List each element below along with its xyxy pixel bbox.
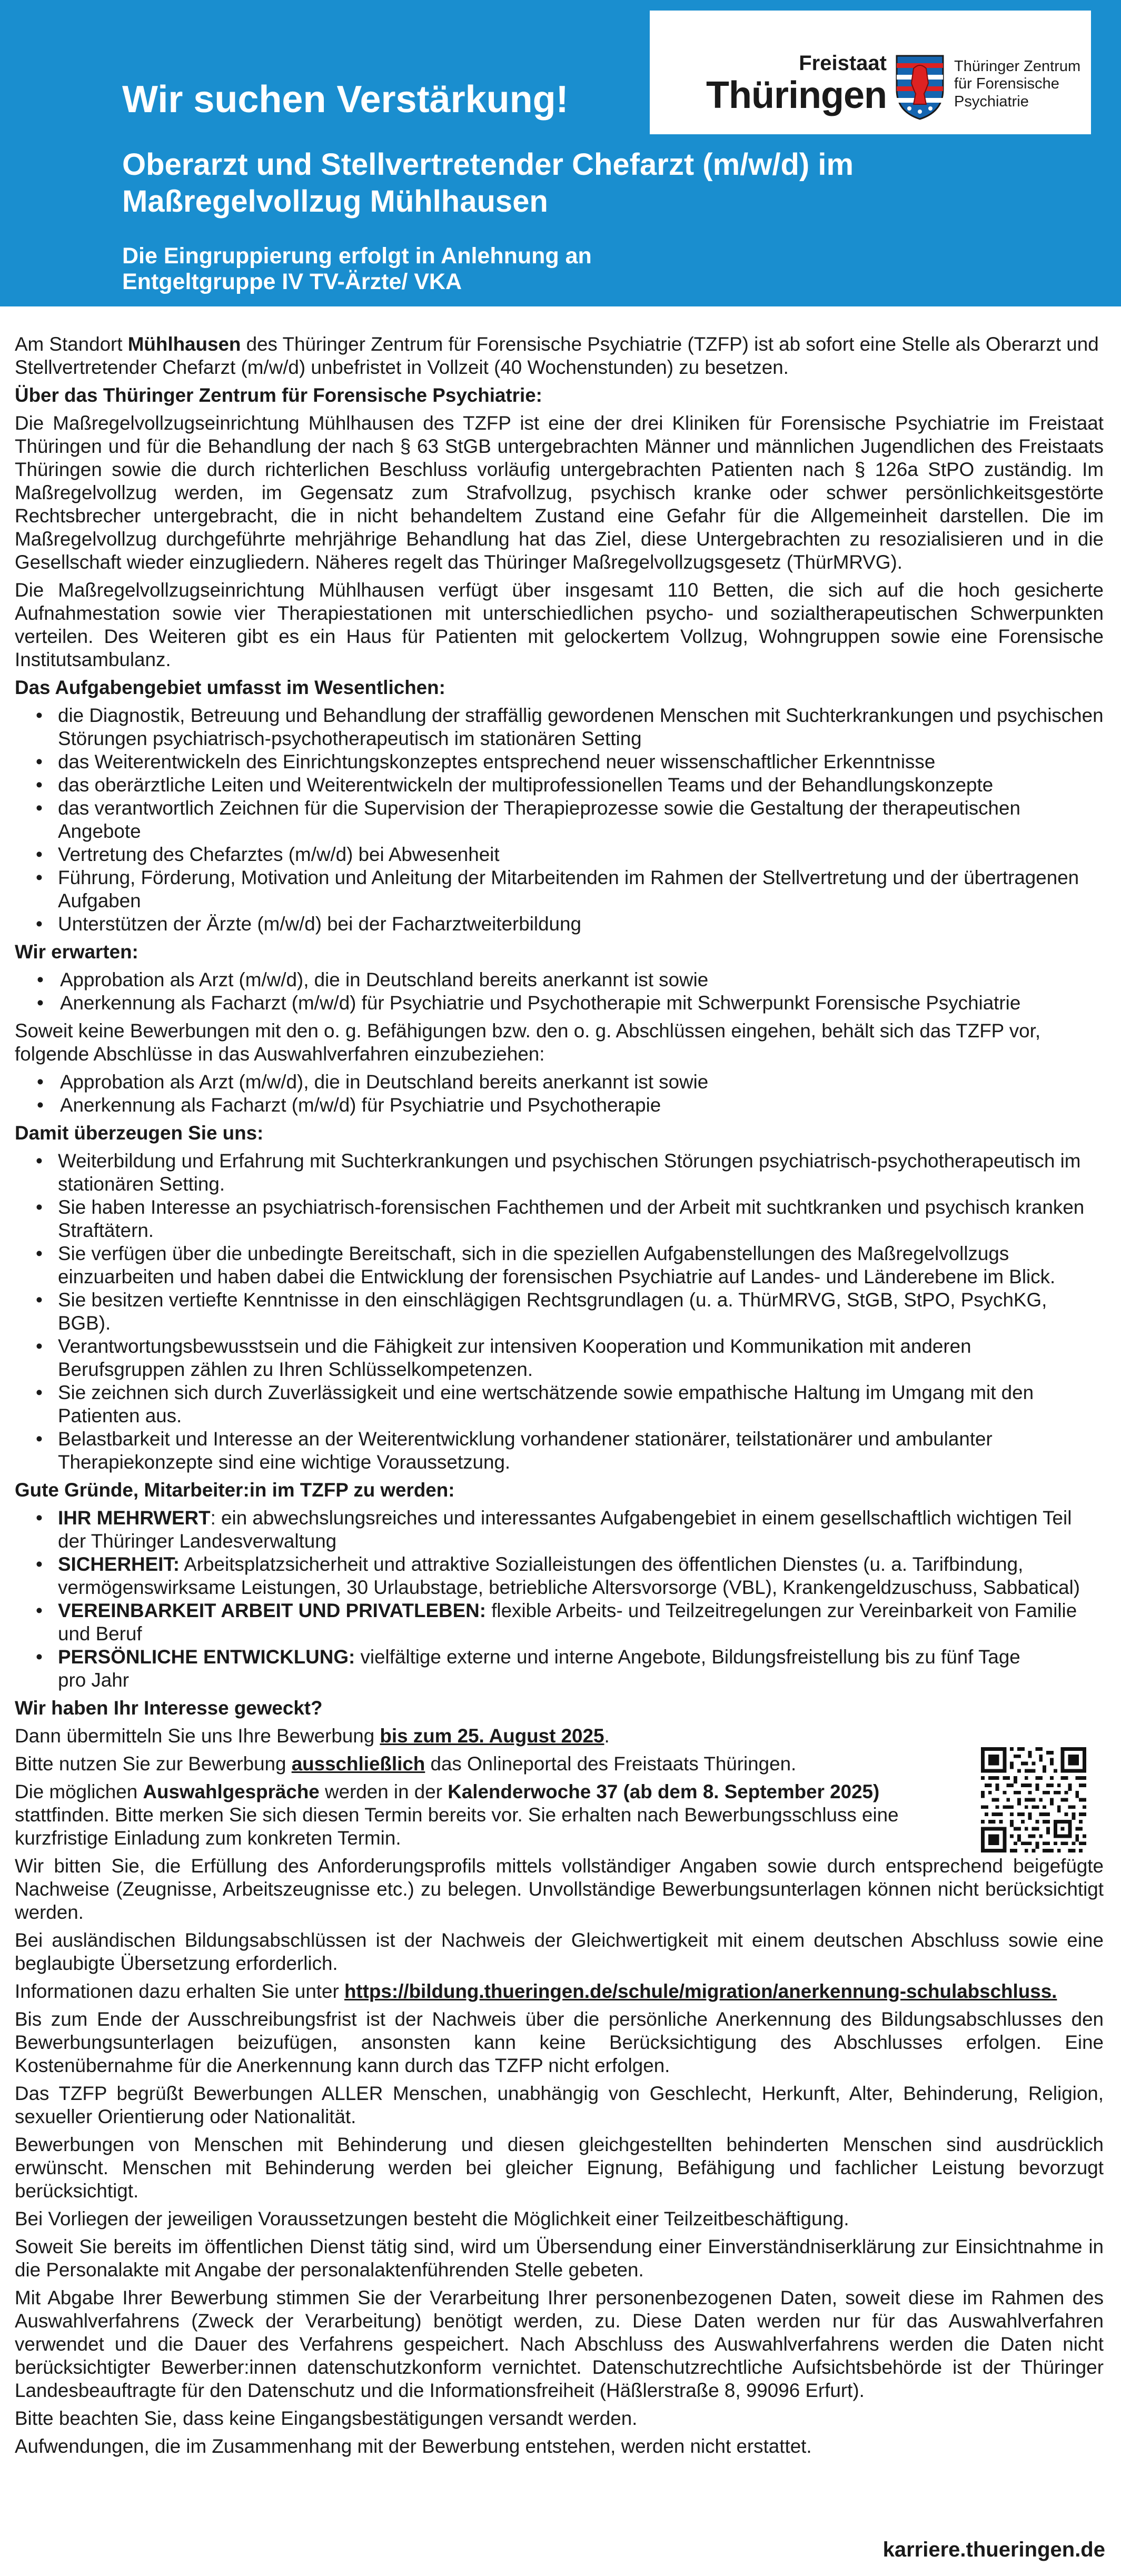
benefits-list: [15, 1507, 1104, 1692]
parttime-paragraph: Bei Vorliegen der jeweiligen Voraussetzungen besteht die Möglichkeit einer Teilzeitbeschäftigung.: [15, 2208, 849, 2230]
benefit-label: SICHERHEIT:: [58, 1553, 180, 1575]
interview-week: Kalenderwoche 37 (ab dem 8. September 2025): [448, 1781, 880, 1802]
list-item: • das oberärztliche Leiten und Weiterentwickeln der multiprofessionellen Teams und der Behandlungskonzepte: [15, 774, 1104, 797]
portal-text-end: das Onlineportal des Freistaats Thüringen.: [425, 1753, 797, 1775]
diversity-paragraph: Das TZFP begrüßt Bewerbungen ALLER Menschen, unabhängig von Geschlecht, Herkunft, Alter, Behinderung, Religion, sexueller Orientierung oder Nationalität.: [15, 2083, 1104, 2127]
list-item: • Sie verfügen über die unbedingte Bereitschaft, sich in die speziellen Aufgabenstellungen des Maßregelvollzugs einzuarbeiten und haben dabei die Entwicklung der forensischen Psychiatrie auf Landes- und Länderebene im Blick.: [15, 1242, 1104, 1289]
benefit-label: VEREINBARKEIT ARBEIT UND PRIVATLEBEN:: [58, 1600, 486, 1621]
documents-paragraph: Wir bitten Sie, die Erfüllung des Anforderungsprofils mittels vollständiger Angaben sowie durch entsprechend beigefügte Nachweise (Zeugnisse, Arbeitszeugnisse etc.) zu belegen. Unvollständige Bewerbungsunterlagen können nicht berücksichtigt werden.: [15, 1855, 1104, 1923]
interview-text-end: stattfinden. Bitte merken Sie sich diesen Termin bereits vor. Sie erhalten nach Bewerbungsschluss eine kurzfristige Einladung zum konkreten Termin.: [15, 1804, 899, 1849]
deadline-text: Dann übermitteln Sie uns Ihre Bewerbung: [15, 1725, 380, 1747]
position-title: Oberarzt und Stellvertretender Chefarzt (m/w/d) im Maßregelvollzug Mühlhausen: [122, 147, 854, 219]
posting-body: [15, 333, 1104, 2463]
tasks-heading: Das Aufgabengebiet umfasst im Wesentlichen:: [15, 677, 445, 698]
benefit-text: flexible Arbeits- und Teilzeitregelungen zur Vereinbarkeit von Familie und Beruf: [58, 1600, 1077, 1644]
list-item: [15, 1646, 1104, 1692]
list-item: • Anerkennung als Facharzt (m/w/d) für Psychiatrie und Psychotherapie mit Schwerpunkt Forensische Psychiatrie: [15, 992, 1104, 1015]
interview-paragraph: [15, 1780, 1104, 1850]
benefit-text: : ein abwechslungsreiches und interessantes Aufgabengebiet in einem gesellschaftlich wichtigen Teil der Thüringer Landesverwaltung: [58, 1507, 1072, 1552]
header-banner: [0, 0, 1121, 306]
list-item: • die Diagnostik, Betreuung und Behandlung der straffällig gewordenen Menschen mit Suchterkrankungen und psychischen Störungen psychiatrisch-psychotherapeutisch im stationären Setting: [15, 704, 1104, 750]
list-item: • Approbation als Arzt (m/w/d), die in Deutschland bereits anerkannt ist sowie: [15, 968, 1104, 992]
benefit-label: PERSÖNLICHE ENTWICKLUNG:: [58, 1646, 355, 1668]
list-item: [15, 1599, 1104, 1646]
recognition-paragraph: Bis zum Ende der Ausschreibungsfrist ist der Nachweis über die persönliche Anerkennung des Bildungsabschlusses den Bewerbungsunterlagen beizufügen, ansonsten kann keine Berücksichtigung des Abschlusses erfolgen. Eine Kostenübernahme für die Anerkennung kann durch das TZFP nicht erfolgen.: [15, 2008, 1104, 2076]
benefit-text: vielfältige externe und interne Angebote, Bildungsfreistellung bis zu fünf Tage pro Jahr: [58, 1646, 1020, 1691]
portal-paragraph: [15, 1752, 1104, 1776]
deadline-paragraph: [15, 1725, 1104, 1748]
list-item: • Sie besitzen vertiefte Kenntnisse in den einschlägigen Rechtsgrundlagen (u. a. ThürMRVG, StGB, StPO, PsychKG, BGB).: [15, 1289, 1104, 1335]
logo-institution-line1: Thüringer Zentrum: [954, 58, 1081, 75]
logo: [650, 11, 1091, 134]
benefit-text: Arbeitsplatzsicherheit und attraktive Sozialleistungen des öffentlichen Dienstes (u. a. Tarifbindung, vermögenswirksame Leistungen, 30 Urlaubstage, betriebliche Altersvorsorge (VBL), Krankengeldzuschuss, Sabbatical): [58, 1553, 1080, 1598]
career-website-link[interactable]: karriere.thueringen.de: [882, 2538, 1105, 2561]
qr-code-icon[interactable]: [981, 1747, 1086, 1852]
interview-text: Die möglichen: [15, 1781, 143, 1802]
list-item: • Sie zeichnen sich durch Zuverlässigkeit und eine wertschätzende sowie empathische Haltung im Umgang mit den Patienten aus.: [15, 1381, 1104, 1428]
list-item: • Belastbarkeit und Interesse an der Weiterentwicklung vorhandener stationärer, teilstationärer und ambulanter Therapiekonzepte sind eine wichtige Voraussetzung.: [15, 1428, 1104, 1474]
headline: Wir suchen Verstärkung!: [122, 78, 569, 121]
intro-text-1: Am Standort: [15, 333, 128, 355]
pay-grade-line1: Die Eingruppierung erfolgt in Anlehnung an: [122, 243, 592, 269]
expect-list: [15, 968, 1104, 1015]
pay-grade: [122, 243, 859, 295]
list-item: • Approbation als Arzt (m/w/d), die in Deutschland bereits anerkannt ist sowie: [15, 1071, 1104, 1094]
list-item: • Unterstützen der Ärzte (m/w/d) bei der Facharztweiterbildung: [15, 913, 1104, 936]
intro-paragraph: [15, 333, 1104, 379]
list-item: • Vertretung des Chefarztes (m/w/d) bei Abwesenheit: [15, 843, 1104, 866]
convince-heading: Damit überzeugen Sie uns:: [15, 1122, 264, 1144]
list-item: [15, 1553, 1104, 1599]
deadline-text-end: .: [604, 1725, 610, 1747]
alternative-qualifications-paragraph: Soweit keine Bewerbungen mit den o. g. Befähigungen bzw. den o. g. Abschlüssen eingehen, behält sich das TZFP vor, folgende Abschlüsse in das Auswahlverfahren einzubeziehen:: [15, 1020, 1041, 1065]
list-item: • das verantwortlich Zeichnen für die Supervision der Therapieprozesse sowie die Gestaltung der therapeutischen Angebote: [15, 797, 1104, 843]
intro-text-2: des Thüringer Zentrum für Forensische Psychiatrie (TZFP) ist ab sofort eine Stelle als Oberarzt und Stellvertretender Chefarzt (m/w/d) unbefristet in Vollzeit (40 Wochenstunden) zu besetzen.: [15, 333, 1099, 378]
apply-heading: Wir haben Ihr Interesse geweckt?: [15, 1697, 323, 1719]
application-deadline: bis zum 25. August 2025: [380, 1725, 604, 1747]
no-costs-paragraph: Aufwendungen, die im Zusammenhang mit der Bewerbung entstehen, werden nicht erstattet.: [15, 2435, 812, 2457]
public-service-paragraph: Soweit Sie bereits im öffentlichen Dienst tätig sind, wird um Übersendung einer Einverständniserklärung zur Einsichtnahme in die Personalakte mit Angabe der personalaktenführenden Stelle gebeten.: [15, 2236, 1104, 2281]
recognition-info-link[interactable]: https://bildung.thueringen.de/schule/migration/anerkennung-schulabschluss.: [344, 1980, 1057, 2002]
alternative-qualifications-list: [15, 1071, 1104, 1117]
expect-heading: Wir erwarten:: [15, 941, 138, 963]
pay-grade-line2: Entgeltgruppe IV TV-Ärzte/ VKA: [122, 269, 462, 295]
convince-list: [15, 1150, 1104, 1474]
portal-emphasis: ausschließlich: [291, 1753, 425, 1775]
logo-institution-line2: für Forensische Psychiatrie: [954, 75, 1059, 110]
logo-freistaat: Freistaat: [799, 52, 887, 75]
disability-paragraph: Bewerbungen von Menschen mit Behinderung und diesen gleichgestellten behinderten Menschen sind ausdrücklich erwünscht. Menschen mit Behinderung werden bei gleicher Eignung, Befähigung und fachlicher Leistung bevorzugt berücksichtigt.: [15, 2134, 1104, 2202]
interview-emphasis: Auswahlgespräche: [143, 1781, 320, 1802]
intro-location: Mühlhausen: [127, 333, 241, 355]
foreign-degree-paragraph: Bei ausländischen Bildungsabschlüssen ist der Nachweis der Gleichwertigkeit mit einem deutschen Abschluss sowie eine beglaubigte Übersetzung erforderlich.: [15, 1929, 1104, 1974]
tasks-list: [15, 704, 1104, 936]
list-item: • Verantwortungsbewusstsein und die Fähigkeit zur intensiven Kooperation und Kommunikation mit anderen Berufsgruppen zählen zu Ihren Schlüsselkompetenzen.: [15, 1335, 1104, 1381]
logo-institution: [954, 58, 1086, 111]
interview-text-mid: werden in der: [319, 1781, 448, 1802]
thuringia-crest-icon: [894, 53, 946, 121]
privacy-paragraph: Mit Abgabe Ihrer Bewerbung stimmen Sie der Verarbeitung Ihrer personenbezogenen Daten, soweit diese im Rahmen des Auswahlverfahrens (Zweck der Verarbeitung) benötigt werden, zu. Diese Daten werden nur für das Auswahlverfahren verwendet und die Dauer des Verfahrens gespeichert. Nach Abschluss des Auswahlverfahrens werden die Daten nicht berücksichtigter Bewerber:innen datenschutzkonform vernichtet. Datenschutzrechtliche Aufsichtsbehörde ist der Thüringer Landesbeauftragte für den Datenschutz und die Informationsfreiheit (Häßlerstraße 8, 99096 Erfurt).: [15, 2287, 1104, 2401]
no-confirmation-paragraph: Bitte beachten Sie, dass keine Eingangsbestätigungen versandt werden.: [15, 2407, 638, 2429]
list-item: • das Weiterentwickeln des Einrichtungskonzeptes entsprechend neuer wissenschaftlicher Erkenntnisse: [15, 750, 1104, 774]
about-paragraph-2: Die Maßregelvollzugseinrichtung Mühlhausen verfügt über insgesamt 110 Betten, die sich auf die hoch gesicherte Aufnahmestation sowie vier Therapiestationen mit unterschiedlichen psycho- und sozialtherapeutischen Schwerpunkten verteilen. Des Weiteren gibt es ein Haus für Patienten mit gelockertem Vollzug, Wohngruppen sowie eine Forensische Institutsambulanz.: [15, 579, 1104, 670]
about-paragraph-1: Die Maßregelvollzugseinrichtung Mühlhausen des TZFP ist eine der drei Kliniken für Forensische Psychiatrie im Freistaat Thüringen und für die Behandlung der nach § 63 StGB untergebrachten Männer und männlichen Jugendlichen des Freistaats Thüringen sowie die durch richterlichen Beschluss vorläufig untergebrachten Patienten nach § 126a StPO zuständig. Im Maßregelvollzug werden, im Gegensatz zum Strafvollzug, psychisch kranke oder schwer persönlichkeitsgestörte Rechtsbrecher untergebracht, die in nicht behandeltem Zustand eine Gefahr für die Allgemeinheit darstellen. Die im Maßregelvollzug durchgeführte mehrjährige Behandlung hat das Ziel, diese Untergebrachten zu resozialisieren und in die Gesellschaft wieder einzugliedern. Näheres regelt das Thüringer Maßregelvollzugsgesetz (ThürMRVG).: [15, 412, 1104, 573]
portal-text: Bitte nutzen Sie zur Bewerbung: [15, 1753, 292, 1775]
info-paragraph: [15, 1980, 1104, 2003]
list-item: • Anerkennung als Facharzt (m/w/d) für Psychiatrie und Psychotherapie: [15, 1094, 1104, 1117]
logo-thueringen: Thüringen: [706, 74, 887, 116]
info-text: Informationen dazu erhalten Sie unter: [15, 1980, 344, 2002]
list-item: [15, 1507, 1104, 1553]
list-item: • Sie haben Interesse an psychiatrisch-forensischen Fachthemen und der Arbeit mit suchtkranken und psychisch kranken Straftätern.: [15, 1196, 1104, 1242]
list-item: • Führung, Förderung, Motivation und Anleitung der Mitarbeitenden im Rahmen der Stellvertretung und der übertragenen Aufgaben: [15, 866, 1104, 913]
about-heading: Über das Thüringer Zentrum für Forensische Psychiatrie:: [15, 384, 542, 406]
benefit-label: IHR MEHRWERT: [58, 1507, 211, 1529]
list-item: • Weiterbildung und Erfahrung mit Suchterkrankungen und psychischen Störungen psychiatrisch-psychotherapeutisch im stationären Setting.: [15, 1150, 1104, 1196]
benefits-heading: Gute Gründe, Mitarbeiter:in im TZFP zu werden:: [15, 1479, 455, 1501]
